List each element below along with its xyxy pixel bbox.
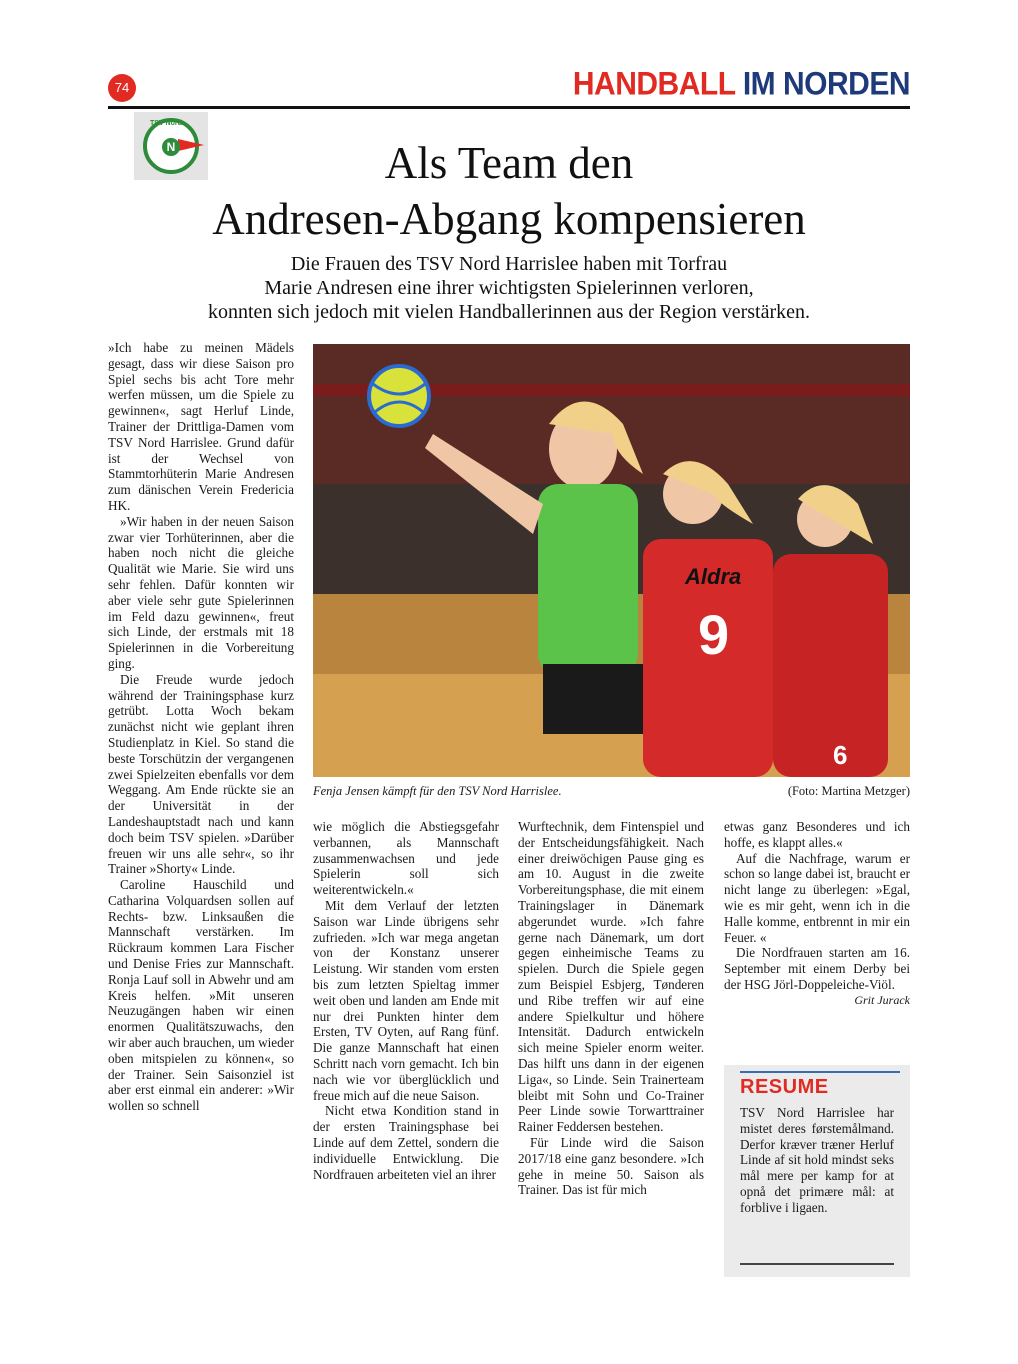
subheadline	[108, 252, 910, 324]
page-number: 74	[108, 74, 136, 102]
article-column-4	[724, 819, 910, 1009]
jersey-number: 9	[698, 603, 730, 666]
photo-caption	[313, 784, 910, 799]
resume-box	[724, 1065, 910, 1277]
closing-text: Die Nordfrauen starten am 16. September mit einem Derby bei der HSG Jörl-Doppeleiche-Viöl.	[724, 945, 910, 992]
resume-title: RESUME	[740, 1076, 829, 1098]
section-title-red: HANDBALL	[572, 66, 735, 103]
paragraph: »Wir haben in der neuen Saison zwar vier Torhüterinnen, aber die haben noch nicht die gleiche Qualität wie Marie. Sie wird uns sehr fehlen. Dafür konnten wir aber viele sehr gute Spielerinnen im Feld dazu gewinnen«, freut sich Linde, der erstmals mit 18 Spielerinnen in die Vorbereitung ging.	[108, 513, 294, 671]
paragraph: Wurftechnik, dem Fintenspiel und der Entscheidungsfähigkeit. Nach einer dreiwöchigen Pause ging es am 10. August in die zweite Vorbereitungsphase, die mit einem Trainingslager in Dänemark abgerundet wurde. »Ich fahre gerne nach Dänemark, um dort gegen einheimische Teams zu spielen. Durch die Spiele gegen zum Beispiel Esbjerg, Tønderen und Ribe treffen wir auf eine andere Spielkultur und höhere Intensität. Dadurch entwickeln sich meine Spieler enorm weiter. Das hilft uns dann in der eigenen Liga«, so Linde. Sein Trainerteam bleibt mit Sohn und Co-Trainer Peer Linde sowie Torwarttrainer Rainer Feddersen bestehen.	[518, 819, 704, 1135]
paragraph: Nicht etwa Kondition stand in der ersten Trainingsphase bei Linde auf dem Zettel, sondern die individuelle Entwicklung. Die Nordfrauen arbeiteten viel an ihrer	[313, 1103, 499, 1182]
paragraph: etwas ganz Besonderes und ich hoffe, es klappt alles.«	[724, 819, 910, 850]
resume-top-rule	[740, 1071, 900, 1073]
section-title-blue: IM NORDEN	[742, 66, 910, 103]
resume-bottom-rule	[740, 1263, 894, 1265]
headline-line2: Andresen-Abgang kompensieren	[212, 194, 806, 244]
logo-text: TSV Nord	[150, 120, 182, 127]
article-photo	[313, 344, 910, 777]
paragraph	[724, 945, 910, 1007]
headline-line1: Als Team den	[384, 138, 634, 188]
paragraph: Auf die Nachfrage, warum er schon so lange dabei ist, braucht er nicht lange zu überlegen: »Egal, wie es mir geht, wenn ich in die Halle komme, entbrennt in mir ein Feuer. «	[724, 850, 910, 945]
paragraph: »Ich habe zu meinen Mädels gesagt, dass wir diese Saison pro Spiel sechs bis acht Tore mehr werfen müssen, um die Spiele zu gewinnen«, sagt Herluf Linde, Trainer der Drittliga-Damen vom TSV Nord Harrislee. Grund dafür ist der Wechsel von Stammtorhüterin Marie Andresen zum dänischen Verein Fredericia HK.	[108, 340, 294, 513]
photo-credit: (Foto: Martina Metzger)	[787, 784, 910, 798]
logo-letter: N	[162, 138, 180, 156]
subhead-line2: Marie Andresen eine ihrer wichtigsten Spielerinnen verloren,	[264, 277, 754, 299]
paragraph: wie möglich die Abstiegsgefahr verbannen, als Mannschaft zusammenwachsen und jede Spielerin soll sich weiterentwickeln.«	[313, 819, 499, 898]
paragraph: Für Linde wird die Saison 2017/18 eine ganz besondere. »Ich gehe in meine 50. Saison als Trainer. Das ist für mich	[518, 1134, 704, 1198]
jersey-number: 6	[833, 740, 848, 770]
article-column-2	[313, 819, 499, 1182]
handball-icon	[369, 366, 429, 426]
article-column-3	[518, 819, 704, 1198]
paragraph: Caroline Hauschild und Catharina Volquardsen sollen auf Rechts- bzw. Linksaußen die Mannschaft verstärken. Im Rückraum kommen Lara Fischer und Denise Fries zur Mannschaft. Ronja Lauf soll in Abwehr und am Kreis helfen. »Mit unseren Neuzugängen haben wir einen enormen Qualitätszuwachs, den wir aber auch brauchen, um wieder oben mitspielen zu können«, so der Trainer. Sein Saisonziel ist aber erst einmal ein anderer: »Wir wollen so schnell	[108, 877, 295, 1114]
section-title	[573, 67, 910, 104]
resume-body: TSV Nord Harrislee har mistet deres førstemålmand. Derfor kræver træner Herluf Linde af sit hold mindst seks mål mere per kamp for at opnå det primære mål: at forblive i ligaen.	[740, 1105, 894, 1215]
caption-text: Fenja Jensen kämpft für den TSV Nord Harrislee.	[313, 784, 562, 798]
photo-illustration	[313, 344, 910, 777]
header-rule	[108, 106, 910, 109]
author-byline: Grit Jurack	[854, 992, 910, 1007]
article-column-1	[108, 340, 294, 1114]
paragraph: Die Freude wurde jedoch während der Trainingsphase kurz getrübt. Lotta Woch bekam zunächst nicht wie geplant ihren Studienplatz in Kiel. So stand die beste Torschützin der vergangenen zwei Spielzeiten ebenfalls vor dem Weggang. Am Ende rückte sie an der Universität in der Landeshauptstadt nach und kann doch beim TSV spielen. »Darüber freuen wir uns alle sehr«, so ihr Trainer »Shorty« Linde.	[108, 671, 294, 877]
paragraph: Mit dem Verlauf der letzten Saison war Linde übrigens sehr zufrieden. »Ich war mega angetan von der Konstanz unserer Leistung. Wir standen vom ersten bis zum letzten Spieltag immer weit oben und landen am Ende mit nur drei Punkten hinter dem Ersten, TV Oyten, auf Rang fünf. Die ganze Mannschaft hat einen Schritt nach vorn gemacht. Ich bin nach wie vor überglücklich und freue mich auf die neue Saison.	[313, 897, 499, 1103]
headline	[108, 135, 910, 247]
subhead-line3: konnten sich jedoch mit vielen Handballerinnen aus der Region verstärken.	[207, 301, 811, 323]
jersey-text: Aldra	[685, 564, 742, 589]
subhead-line1: Die Frauen des TSV Nord Harrislee haben mit Torfrau	[290, 253, 728, 275]
